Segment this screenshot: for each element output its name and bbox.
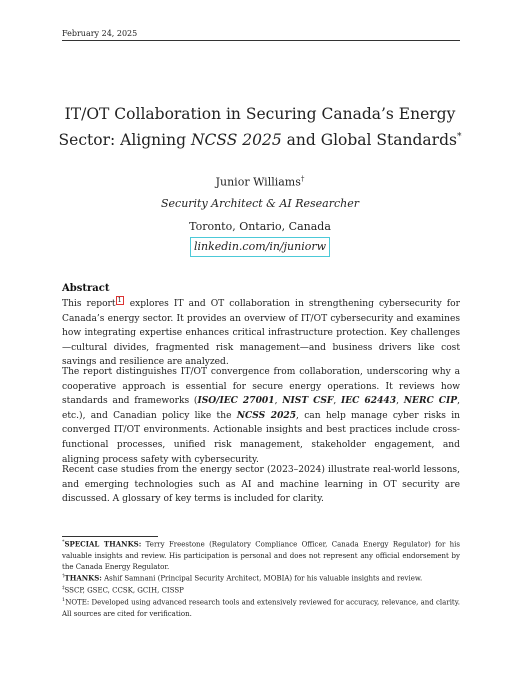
header-date: February 24, 2025	[62, 29, 138, 38]
title-line-1: IT/OT Collaboration in Securing Canada’s Energy	[64, 105, 456, 123]
author-footnote-mark: †	[300, 175, 305, 183]
fn4-mark: 1	[62, 597, 66, 603]
standard-iec: IEC 62443	[341, 395, 397, 407]
p2-part-b: , etc.), and Canadian policy like the	[62, 396, 460, 421]
p2-part-c: , can help manage cyber risks in converged IT/OT environments. Actionable insights and best practices include cross-functional processes, unified risk management, stakeholder engagement, and aligning process safety with cybersecurity.	[62, 410, 460, 465]
p1-pre: This report	[62, 299, 116, 310]
standard-nist: NIST CSF	[282, 395, 334, 407]
paper-title	[40, 103, 480, 152]
title-ncss-emphasis: NCSS 2025	[190, 131, 282, 150]
author-location: Toronto, Ontario, Canada	[189, 220, 331, 233]
p2-sep-1: ,	[274, 396, 283, 407]
fn3-mark: ‡	[62, 585, 65, 591]
p2-sep-3: ,	[396, 396, 404, 407]
fn2-text: Ashif Samnani (Principal Security Architect, MOBIA) for his valuable insights and review.	[101, 574, 423, 583]
standard-iso: ISO/IEC 27001	[197, 395, 275, 407]
fn4-text: NOTE: Developed using advanced research tools and extensively reviewed for accuracy, relevance, and clarity. All sources are cited for verification.	[62, 598, 460, 618]
fn1-tag: SPECIAL THANKS:	[64, 539, 142, 549]
abstract-heading: Abstract	[62, 283, 110, 294]
abstract-paragraph-2	[62, 365, 460, 467]
footnote-ref-1-link[interactable]: 1	[117, 296, 122, 304]
fn2-mark: †	[62, 573, 65, 579]
author-affiliation: Security Architect & AI Researcher	[160, 197, 360, 210]
p2-part-a: The report distinguishes IT/OT convergence from collaboration, underscoring why a cooperative approach is essential for secure energy operations. It reviews how standards and frameworks (	[62, 367, 460, 407]
title-line-2-post: and Global Standards	[281, 131, 457, 150]
title-line-2	[40, 126, 480, 152]
p2-sep-2: ,	[333, 396, 341, 407]
author-link-row	[0, 237, 520, 257]
fn3-text: SSCP, GSEC, CCSK, GCIH, CISSP	[64, 586, 184, 595]
author-name-text: Junior Williams	[215, 175, 301, 189]
author-linkedin-link[interactable]: linkedin.com/in/juniorw	[190, 237, 330, 257]
standard-nerc: NERC CIP	[403, 395, 458, 407]
p1-post: explores IT and OT collaboration in strengthening cybersecurity for Canada’s energy sector. It provides an overview of IT/OT cybersecurity and examines how integrating expertise enhances critical infrastructure protection. Key challenges—cultural divides, fragmented risk management—and business drivers like cost savings and resilience are analyzed.	[62, 299, 460, 368]
author-name	[0, 175, 520, 189]
abstract-paragraph-1	[62, 296, 460, 370]
footnote-special-thanks	[62, 537, 460, 574]
title-footnote-mark: *	[456, 132, 462, 142]
fn1-text: Terry Freestone (Regulatory Compliance Officer, Canada Energy Regulator) for his valuable insights and review. His participation is personal and does not represent any official endorsement by the Canada Energy Regulator.	[62, 540, 461, 572]
abstract-paragraph-3: Recent case studies from the energy sector (2023–2024) illustrate real-world lessons, and emerging technologies such as AI and machine learning in OT security are discussed. A glossary of key terms is included for clarity.	[62, 465, 460, 505]
title-line-2-pre: Sector: Aligning	[58, 131, 191, 150]
footnote-note	[62, 595, 460, 620]
fn2-tag: THANKS:	[64, 573, 102, 583]
standard-ncss: NCSS 2025	[236, 409, 297, 421]
header-rule	[62, 40, 460, 41]
fn1-mark: *	[62, 539, 65, 545]
